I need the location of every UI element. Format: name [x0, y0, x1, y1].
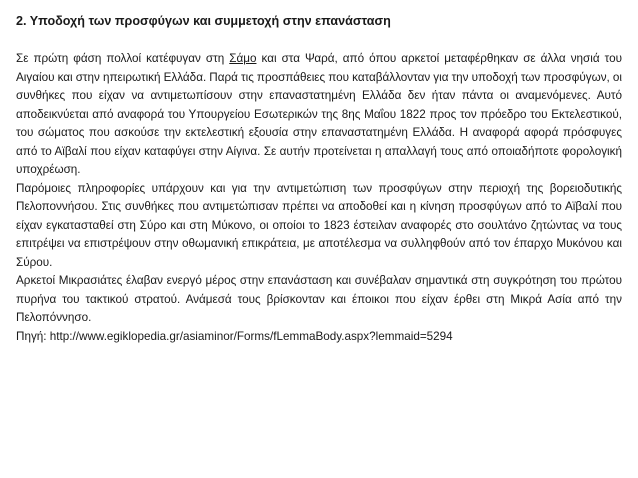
paragraph-1-intro: Σε πρώτη φάση πολλοί κατέφυγαν στη — [16, 52, 230, 65]
paragraph-1 — [16, 50, 622, 180]
paragraph-1-body: και στα Ψαρά, από όπου αρκετοί μεταφέρθηκαν σε άλλα νησιά του Αιγαίου και στην ηπειρωτική Ελλάδα. Παρά τις προσπάθειες που καταβάλλονταν για την υποδοχή των προσφύγων, οι συνθήκες που είχαν να αντιμετωπίσουν στην επαναστατημένη Ελλάδα δεν ήταν πάντα οι αναμενόμενες. Αυτό αποδεικνύεται από αναφορά του Υπουργείου Εσωτερικών της 8ης Μαΐου 1822 προς τον πρόεδρο του Εκτελεστικού, του σώματος που ασκούσε την εκτελεστική εξουσία στην επαναστατημένη Ελλάδα. Η αναφορά αφορά πρόσφυγες από το Αϊβαλί που είχαν καταφύγει στην Αίγινα. Σε αυτήν προτείνεται η απαλλαγή τους από οποιαδήποτε φορολογική υποχρέωση. — [16, 52, 622, 176]
section-heading: 2. Υποδοχή των προσφύγων και συμμετοχή στην επανάσταση — [16, 14, 391, 28]
source-citation: Πηγή: http://www.egiklopedia.gr/asiaminor/Forms/fLemmaBody.aspx?lemmaid=5294 — [16, 329, 453, 343]
paragraph-2: Παρόμοιες πληροφορίες υπάρχουν και για την αντιμετώπιση των προσφύγων στην περιοχή της βορειοδυτικής Πελοποννήσου. Στις συνθήκες που αντιμετώπισαν πρέπει να αποδοθεί και η κίνηση προσφύγων από το Αϊβαλί που είχαν εγκατασταθεί στη Σύρο και στη Μύκονο, οι οποίοι το 1823 έστειλαν αναφορές στο σουλτάνο ζητώντας να τους επιτρέψει να επιστρέψουν στην οθωμανική επικράτεια, με αποτέλεσμα να συλληφθούν από τον έπαρχο Μυκόνου και Σύρου. — [16, 181, 622, 269]
paragraph-3: Αρκετοί Μικρασιάτες έλαβαν ενεργό μέρος στην επανάσταση και συνέβαλαν σημαντικά στη συγκρότηση του πρώτου πυρήνα του τακτικού στρατού. Ανάμεσά τους βρίσκονταν και έποικοι που είχαν έρθει στη Μικρά Ασία από την Πελοπόννησο. — [16, 274, 622, 324]
samos-link[interactable]: Σάμο — [229, 52, 257, 65]
